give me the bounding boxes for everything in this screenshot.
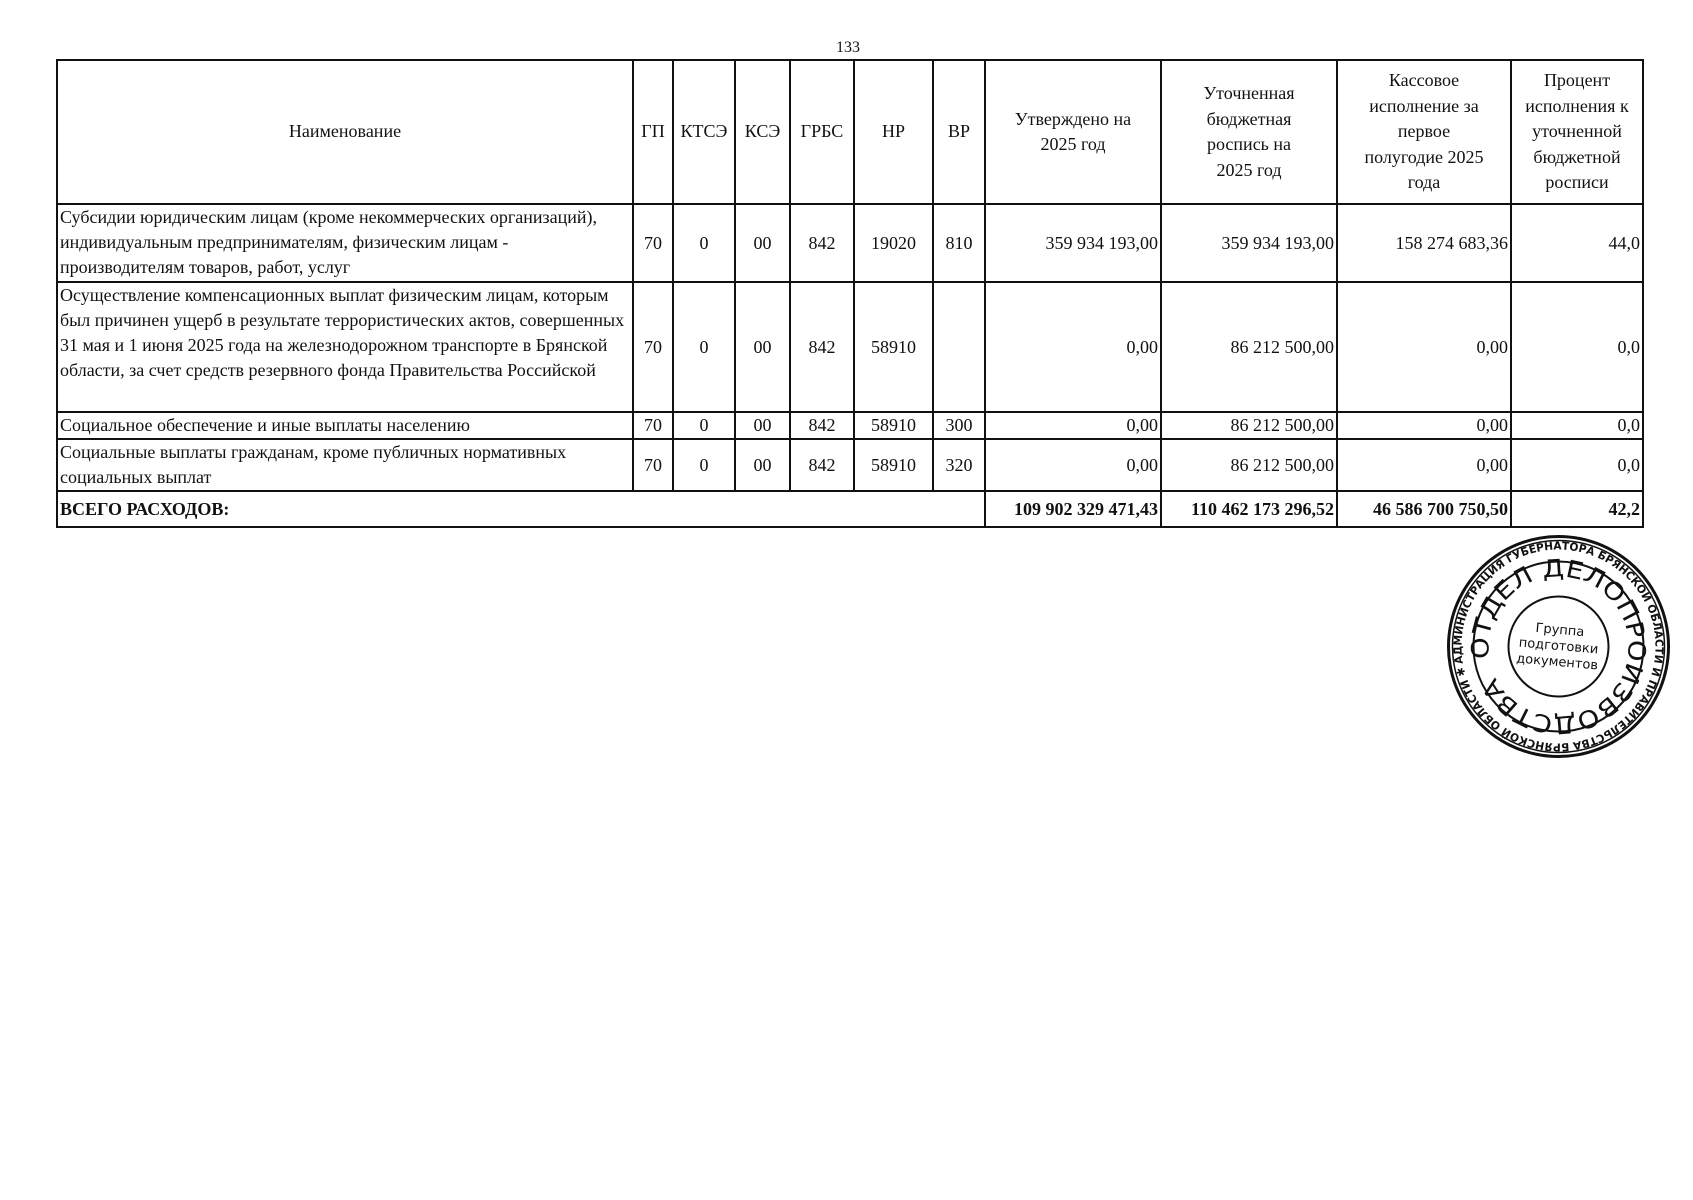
row-nr: 58910 — [854, 439, 933, 491]
header-ktse: КТСЭ — [673, 60, 735, 204]
row-percent: 44,0 — [1511, 204, 1643, 282]
row-approved: 0,00 — [985, 282, 1161, 412]
row-name: Социальные выплаты гражданам, кроме публичных нормативных социальных выплат — [57, 439, 633, 491]
table-row — [57, 204, 1643, 282]
row-approved: 359 934 193,00 — [985, 204, 1161, 282]
total-cash: 46 586 700 750,50 — [1337, 491, 1511, 527]
total-row — [57, 491, 1643, 527]
row-gp: 70 — [633, 282, 673, 412]
header-percent: Процент исполнения к уточненной бюджетной росписи — [1511, 60, 1643, 204]
total-label: ВСЕГО РАСХОДОВ: — [57, 491, 985, 527]
row-vr: 300 — [933, 412, 985, 439]
row-vr — [933, 282, 985, 412]
row-grbs: 842 — [790, 282, 854, 412]
row-grbs: 842 — [790, 439, 854, 491]
total-percent: 42,2 — [1511, 491, 1643, 527]
row-refined: 86 212 500,00 — [1161, 412, 1337, 439]
row-nr: 19020 — [854, 204, 933, 282]
total-refined: 110 462 173 296,52 — [1161, 491, 1337, 527]
row-cash: 158 274 683,36 — [1337, 204, 1511, 282]
table-row — [57, 282, 1643, 412]
office-stamp — [1446, 534, 1671, 759]
page-number: 133 — [836, 39, 860, 56]
row-kse: 00 — [735, 439, 790, 491]
row-kse: 00 — [735, 282, 790, 412]
stamp-outer-text: АДМИНИСТРАЦИЯ ГУБЕРНАТОРА БРЯНСКОЙ ОБЛАСТИ И ПРАВИТЕЛЬСТВА БРЯНСКОЙ ОБЛАСТИ ✱ — [1451, 539, 1666, 754]
stamp-center-line3: документов — [1515, 651, 1599, 674]
row-cash: 0,00 — [1337, 439, 1511, 491]
row-name: Социальное обеспечение и иные выплаты населению — [57, 412, 633, 439]
row-percent: 0,0 — [1511, 282, 1643, 412]
row-ktse: 0 — [673, 204, 735, 282]
stamp-center-line1: Группа — [1534, 620, 1585, 641]
stamp-center — [1516, 620, 1602, 674]
stamp-middle-text: ОТДЕЛ ДЕЛОПРОИЗВОДСТВА — [1466, 554, 1651, 739]
row-cash: 0,00 — [1337, 412, 1511, 439]
row-name: Осуществление компенсационных выплат физическим лицам, которым был причинен ущерб в результате террористических актов, совершенных 31 мая и 1 июня 2025 года на железнодорожном транспорте в Брянской области, за счет средств резервного фонда Правительства Российской — [57, 282, 633, 412]
table-row — [57, 412, 1643, 439]
row-grbs: 842 — [790, 204, 854, 282]
header-vr: ВР — [933, 60, 985, 204]
row-gp: 70 — [633, 204, 673, 282]
row-approved: 0,00 — [985, 412, 1161, 439]
row-nr: 58910 — [854, 282, 933, 412]
header-cash: Кассовое исполнение за первое полугодие 2025 года — [1337, 60, 1511, 204]
header-nr: НР — [854, 60, 933, 204]
row-vr: 320 — [933, 439, 985, 491]
row-ktse: 0 — [673, 282, 735, 412]
row-ktse: 0 — [673, 412, 735, 439]
table-row — [57, 439, 1643, 491]
budget-table — [56, 59, 1644, 528]
row-grbs: 842 — [790, 412, 854, 439]
row-name: Субсидии юридическим лицам (кроме некоммерческих организаций), индивидуальным предпринимателям, физическим лицам - производителям товаров, работ, услуг — [57, 204, 633, 282]
row-gp: 70 — [633, 412, 673, 439]
header-grbs: ГРБС — [790, 60, 854, 204]
row-gp: 70 — [633, 439, 673, 491]
row-percent: 0,0 — [1511, 439, 1643, 491]
header-row — [57, 60, 1643, 204]
row-ktse: 0 — [673, 439, 735, 491]
row-vr: 810 — [933, 204, 985, 282]
header-gp: ГП — [633, 60, 673, 204]
row-refined: 86 212 500,00 — [1161, 282, 1337, 412]
header-refined: Уточненная бюджетная роспись на 2025 год — [1161, 60, 1337, 204]
total-approved: 109 902 329 471,43 — [985, 491, 1161, 527]
row-kse: 00 — [735, 412, 790, 439]
row-percent: 0,0 — [1511, 412, 1643, 439]
row-nr: 58910 — [854, 412, 933, 439]
row-cash: 0,00 — [1337, 282, 1511, 412]
header-approved: Утверждено на 2025 год — [985, 60, 1161, 204]
stamp-center-line2: подготовки — [1518, 635, 1599, 658]
header-name: Наименование — [57, 60, 633, 204]
row-refined: 359 934 193,00 — [1161, 204, 1337, 282]
row-approved: 0,00 — [985, 439, 1161, 491]
header-kse: КСЭ — [735, 60, 790, 204]
row-kse: 00 — [735, 204, 790, 282]
row-refined: 86 212 500,00 — [1161, 439, 1337, 491]
